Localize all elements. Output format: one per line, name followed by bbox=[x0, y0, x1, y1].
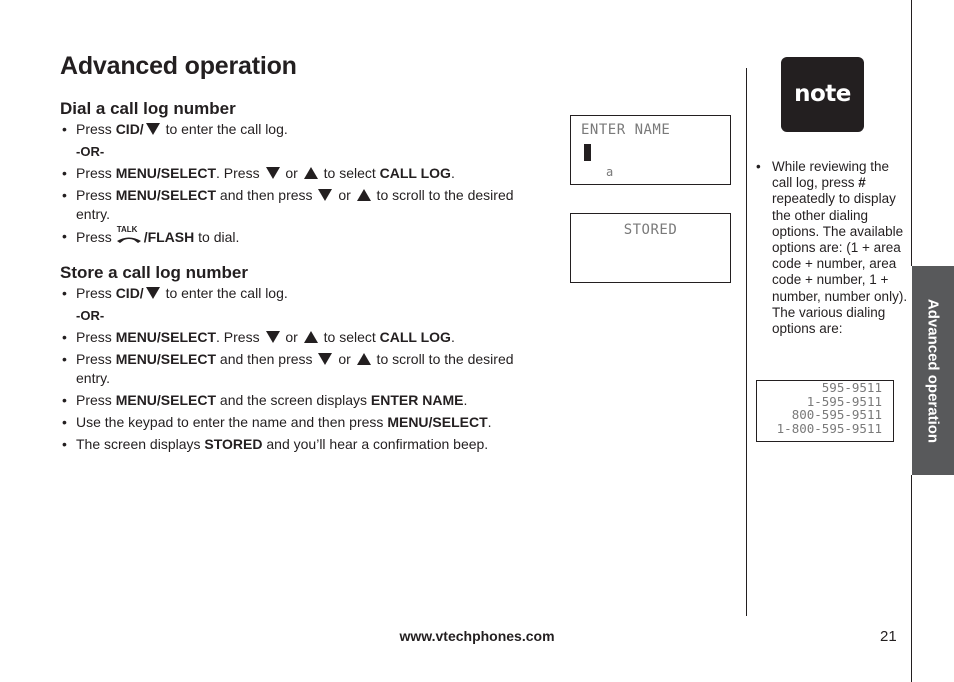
store-step-6: • The screen displays STORED and you’ll hear a confirmation beep. bbox=[60, 435, 550, 454]
dial-step-3: • Press MENU/SELECT and then press or to scroll to the desired entry. bbox=[60, 186, 550, 224]
store-section-heading: Store a call log number bbox=[60, 263, 248, 282]
dialing-option: 800-595-9511 bbox=[791, 407, 882, 422]
dial-or-separator: -OR- bbox=[76, 144, 105, 159]
store-step-4: • Press MENU/SELECT and the screen displays ENTER NAME. bbox=[60, 391, 550, 410]
lcd-entered-char: a bbox=[606, 165, 614, 179]
down-arrow-icon bbox=[146, 287, 160, 299]
dial-step-1: • Press CID/ to enter the call log. bbox=[60, 120, 550, 139]
store-step-3: • Press MENU/SELECT and then press or to scroll to the desired entry. bbox=[60, 350, 550, 388]
down-arrow-icon bbox=[266, 167, 280, 179]
lcd-cursor bbox=[584, 144, 591, 161]
talk-handset-icon: TALK bbox=[116, 227, 144, 244]
up-arrow-icon bbox=[304, 331, 318, 343]
down-arrow-icon bbox=[146, 123, 160, 135]
lcd-stored-screen bbox=[570, 213, 731, 283]
dialing-option: 1-800-595-9511 bbox=[776, 420, 882, 436]
dial-step-2: • Press MENU/SELECT. Press or to select CALL LOG. bbox=[60, 164, 550, 183]
dialing-options-screen bbox=[756, 380, 894, 442]
store-step-2: • Press MENU/SELECT. Press or to select CALL LOG. bbox=[60, 328, 550, 347]
up-arrow-icon bbox=[357, 189, 371, 201]
dial-section-heading: Dial a call log number bbox=[60, 99, 236, 118]
side-tab-label: Advanced operation bbox=[924, 298, 942, 443]
up-arrow-icon bbox=[304, 167, 318, 179]
dial-steps-list bbox=[60, 120, 550, 250]
dial-step-4: • Press TALK /FLASH to dial. bbox=[60, 227, 550, 247]
margin-rule-bottom bbox=[911, 475, 912, 682]
dialing-option: 595-9511 bbox=[821, 380, 882, 395]
store-or-separator: -OR- bbox=[76, 308, 105, 323]
down-arrow-icon bbox=[318, 353, 332, 365]
store-step-1: • Press CID/ to enter the call log. bbox=[60, 284, 550, 303]
footer-url: www.vtechphones.com bbox=[399, 628, 555, 644]
page-title: Advanced operation bbox=[60, 52, 297, 80]
page-number: 21 bbox=[880, 628, 897, 645]
lcd-enter-name-screen bbox=[570, 115, 731, 185]
up-arrow-icon bbox=[357, 353, 371, 365]
lcd-enter-name-text: ENTER NAME bbox=[581, 122, 671, 138]
down-arrow-icon bbox=[266, 331, 280, 343]
dialing-option: 1-595-9511 bbox=[806, 393, 882, 409]
note-text: • While reviewing the call log, press # repeatedly to display the other dialing options. The available options are: (1 + area code + number, area code + number, 1 + number, number only). The various dialing options are: bbox=[756, 159, 912, 337]
down-arrow-icon bbox=[318, 189, 332, 201]
note-badge: note bbox=[781, 57, 864, 132]
section-side-tab bbox=[912, 266, 954, 475]
column-divider bbox=[746, 68, 747, 616]
store-step-5: • Use the keypad to enter the name and then press MENU/SELECT. bbox=[60, 413, 550, 432]
store-steps-list bbox=[60, 284, 550, 457]
lcd-stored-text: STORED bbox=[623, 222, 678, 238]
